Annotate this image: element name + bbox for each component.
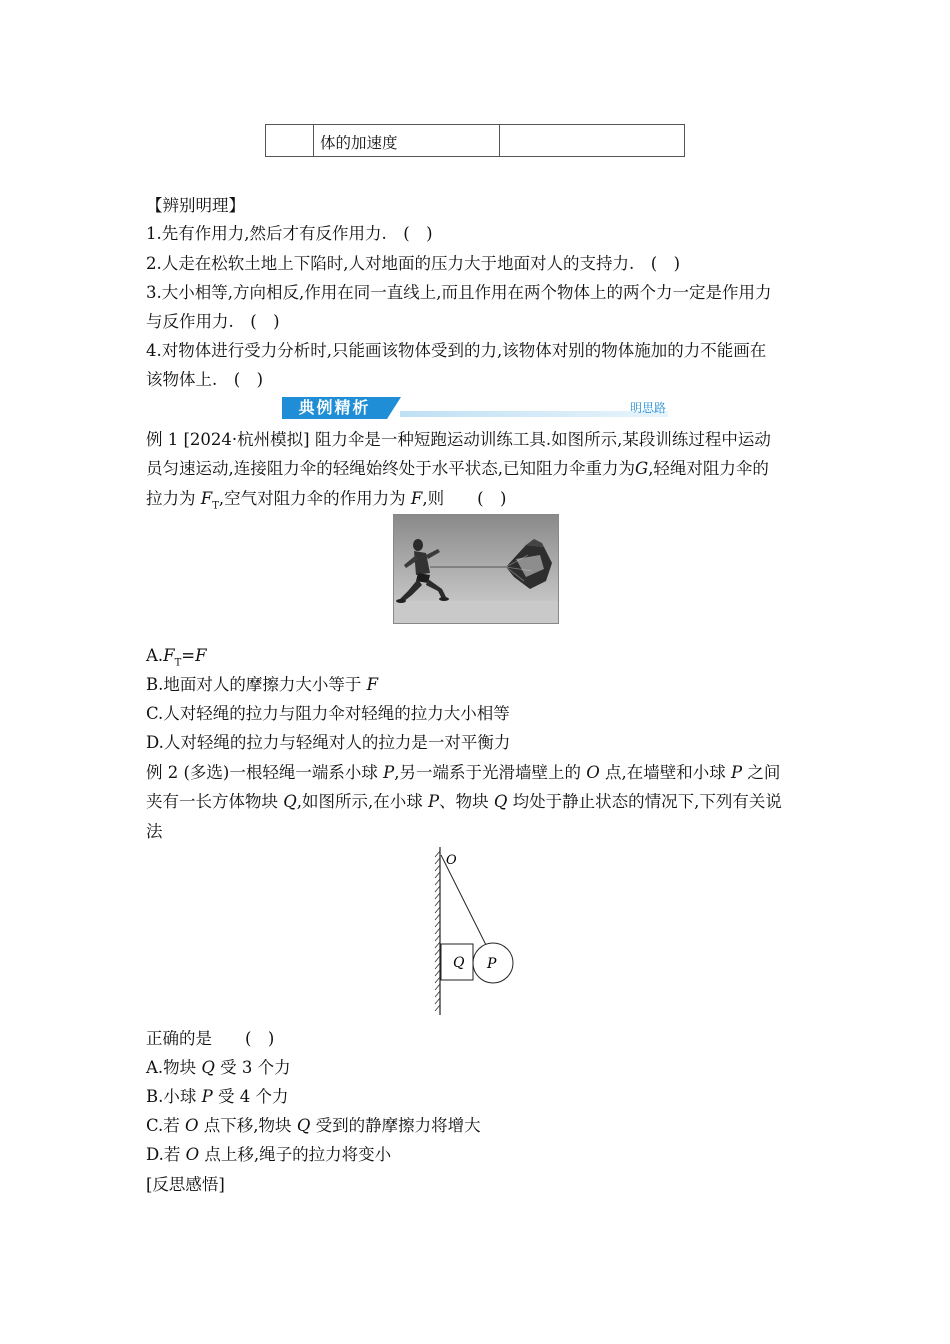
banner-arrow	[387, 397, 401, 419]
example1-line2: 员匀速运动,连接阻力伞的轻绳始终处于水平状态,已知阻力伞重力为G,轻绳对阻力伞的	[146, 459, 769, 478]
wall-hatching	[435, 851, 440, 1011]
statement-3-line2: 与反作用力. ( )	[146, 312, 280, 331]
label-o: O	[446, 853, 457, 868]
runner-parachute-photo	[393, 514, 559, 624]
banner-title: 典例精析	[282, 397, 387, 419]
label-q: Q	[453, 955, 465, 971]
continuation-table	[265, 124, 685, 157]
example1-line3: 拉力为 $F_T$,空气对阻力伞的作用力为 F,则 ( )	[146, 489, 507, 512]
label-p: P	[487, 956, 497, 972]
example1-option-b: B.地面对人的摩擦力大小等于 F	[146, 675, 379, 694]
example1-option-d: D.人对轻绳的拉力与轻绳对人的拉力是一对平衡力	[146, 733, 511, 752]
statement-3-line1: 3.大小相等,方向相反,作用在同一直线上,而且作用在两个物体上的两个力一定是作用力	[146, 283, 772, 302]
table-cell-text: 体的加速度	[314, 125, 500, 156]
example2-option-a: A.物块 Q 受 3 个力	[146, 1058, 291, 1077]
statement-4-line1: 4.对物体进行受力分析时,只能画该物体受到的力,该物体对别的物体施加的力不能画在	[146, 341, 767, 360]
example2-line2: 夹有一长方体物块 Q,如图所示,在小球 P、物块 Q 均处于静止状态的情况下,下列有关说	[146, 792, 782, 811]
statement-1: 1.先有作用力,然后才有反作用力. ( )	[146, 224, 433, 243]
example2-line1: 例 2 (多选)一根轻绳一端系小球 P,另一端系于光滑墙壁上的 O 点,在墙壁和小球 P 之间	[146, 763, 781, 782]
example1-line1: 例 1 [2024·杭州模拟] 阻力伞是一种短跑运动训练工具.如图所示,某段训练过程中运动	[146, 430, 771, 449]
example1-option-a: $A.F_T=F$	[146, 646, 207, 669]
example2-option-c: C.若 O 点下移,物块 Q 受到的静摩擦力将增大	[146, 1116, 481, 1135]
rope-line	[441, 855, 487, 947]
example2-line4: 正确的是 ( )	[146, 1029, 275, 1048]
section-heading: 【辨别明理】	[146, 196, 245, 215]
reflection-heading: [反思感悟]	[146, 1175, 225, 1194]
runner-parachute-illustration	[394, 515, 558, 623]
statement-4-line2: 该物体上. ( )	[146, 370, 264, 389]
banner-rule	[400, 411, 668, 417]
statement-2: 2.人走在松软土地上下陷时,人对地面的压力大于地面对人的支持力. ( )	[146, 254, 681, 273]
section-banner	[282, 397, 668, 419]
diagram-svg	[426, 845, 526, 1017]
wall-ball-block-diagram	[426, 845, 526, 1017]
table-cell-empty	[500, 125, 684, 156]
example1-option-c: C.人对轻绳的拉力与阻力伞对轻绳的拉力大小相等	[146, 704, 510, 723]
example2-option-d: D.若 O 点上移,绳子的拉力将变小	[146, 1145, 392, 1164]
table-cell-empty	[266, 125, 314, 156]
banner-subtitle: 明思路	[629, 401, 666, 415]
example2-line3: 法	[146, 822, 163, 841]
example2-option-b: B.小球 P 受 4 个力	[146, 1087, 289, 1106]
